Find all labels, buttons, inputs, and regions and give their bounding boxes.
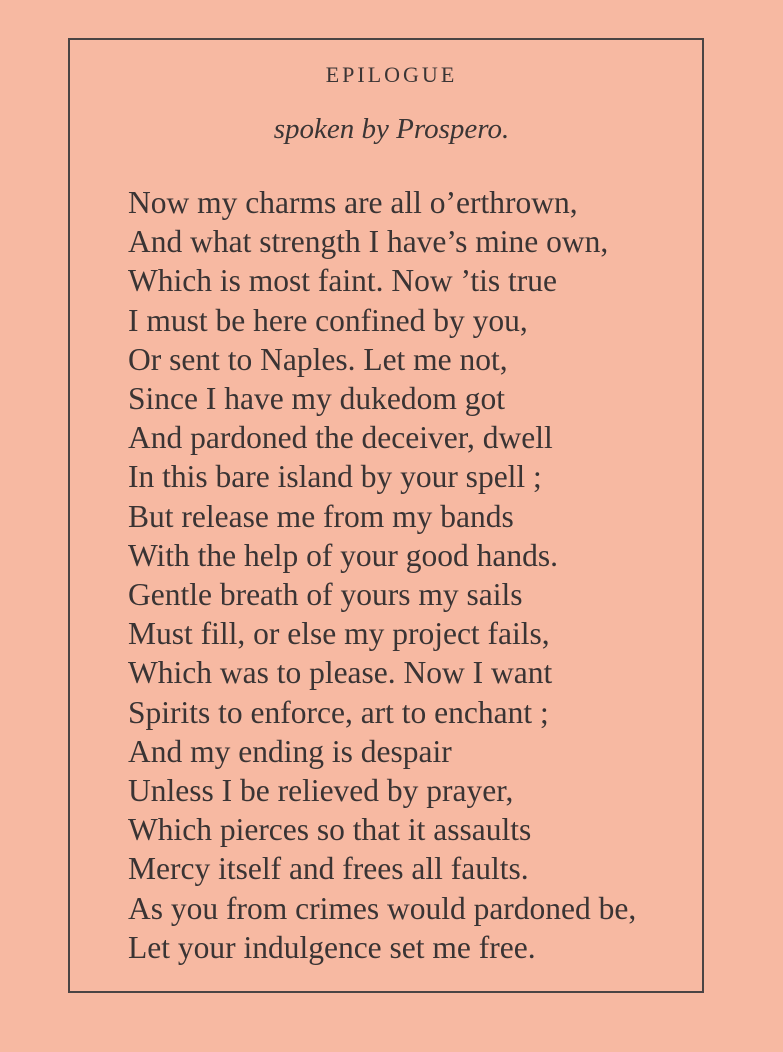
poem-line: And pardoned the deceiver, dwell <box>128 420 553 456</box>
poem-line: Unless I be relieved by prayer, <box>128 773 514 809</box>
poem-line: I must be here confined by you, <box>128 302 528 338</box>
poem-body <box>128 183 636 967</box>
poem-line: But release me from my bands <box>128 498 514 534</box>
poem-line: Now my charms are all o’erthrown, <box>128 185 578 220</box>
poem-line: And my ending is despair <box>128 733 452 769</box>
poem-line: Gentle breath of yours my sails <box>128 577 523 613</box>
poem-line: Mercy itself and frees all faults. <box>128 851 529 887</box>
page-title: EPILOGUE <box>325 62 458 87</box>
poem-line: With the help of your good hands. <box>128 537 559 573</box>
poem-line: Let your indulgence set me free. <box>128 929 536 965</box>
page-subtitle: spoken by Prospero. <box>273 113 510 145</box>
poem-line: As you from crimes would pardoned be, <box>128 890 637 926</box>
poem-line: Or sent to Naples. Let me not, <box>128 341 508 377</box>
poem-line: Spirits to enforce, art to enchant ; <box>128 694 549 730</box>
poem-line: Which was to please. Now I want <box>128 655 553 691</box>
poem-line: Which is most faint. Now ’tis true <box>128 263 557 299</box>
poem-line: Since I have my dukedom got <box>128 381 506 417</box>
poem-line: Must fill, or else my project fails, <box>128 616 550 652</box>
poem-line: And what strength I have’s mine own, <box>128 224 609 260</box>
poem-line: In this bare island by your spell ; <box>128 459 542 495</box>
poem-line: Which pierces so that it assaults <box>128 812 532 848</box>
